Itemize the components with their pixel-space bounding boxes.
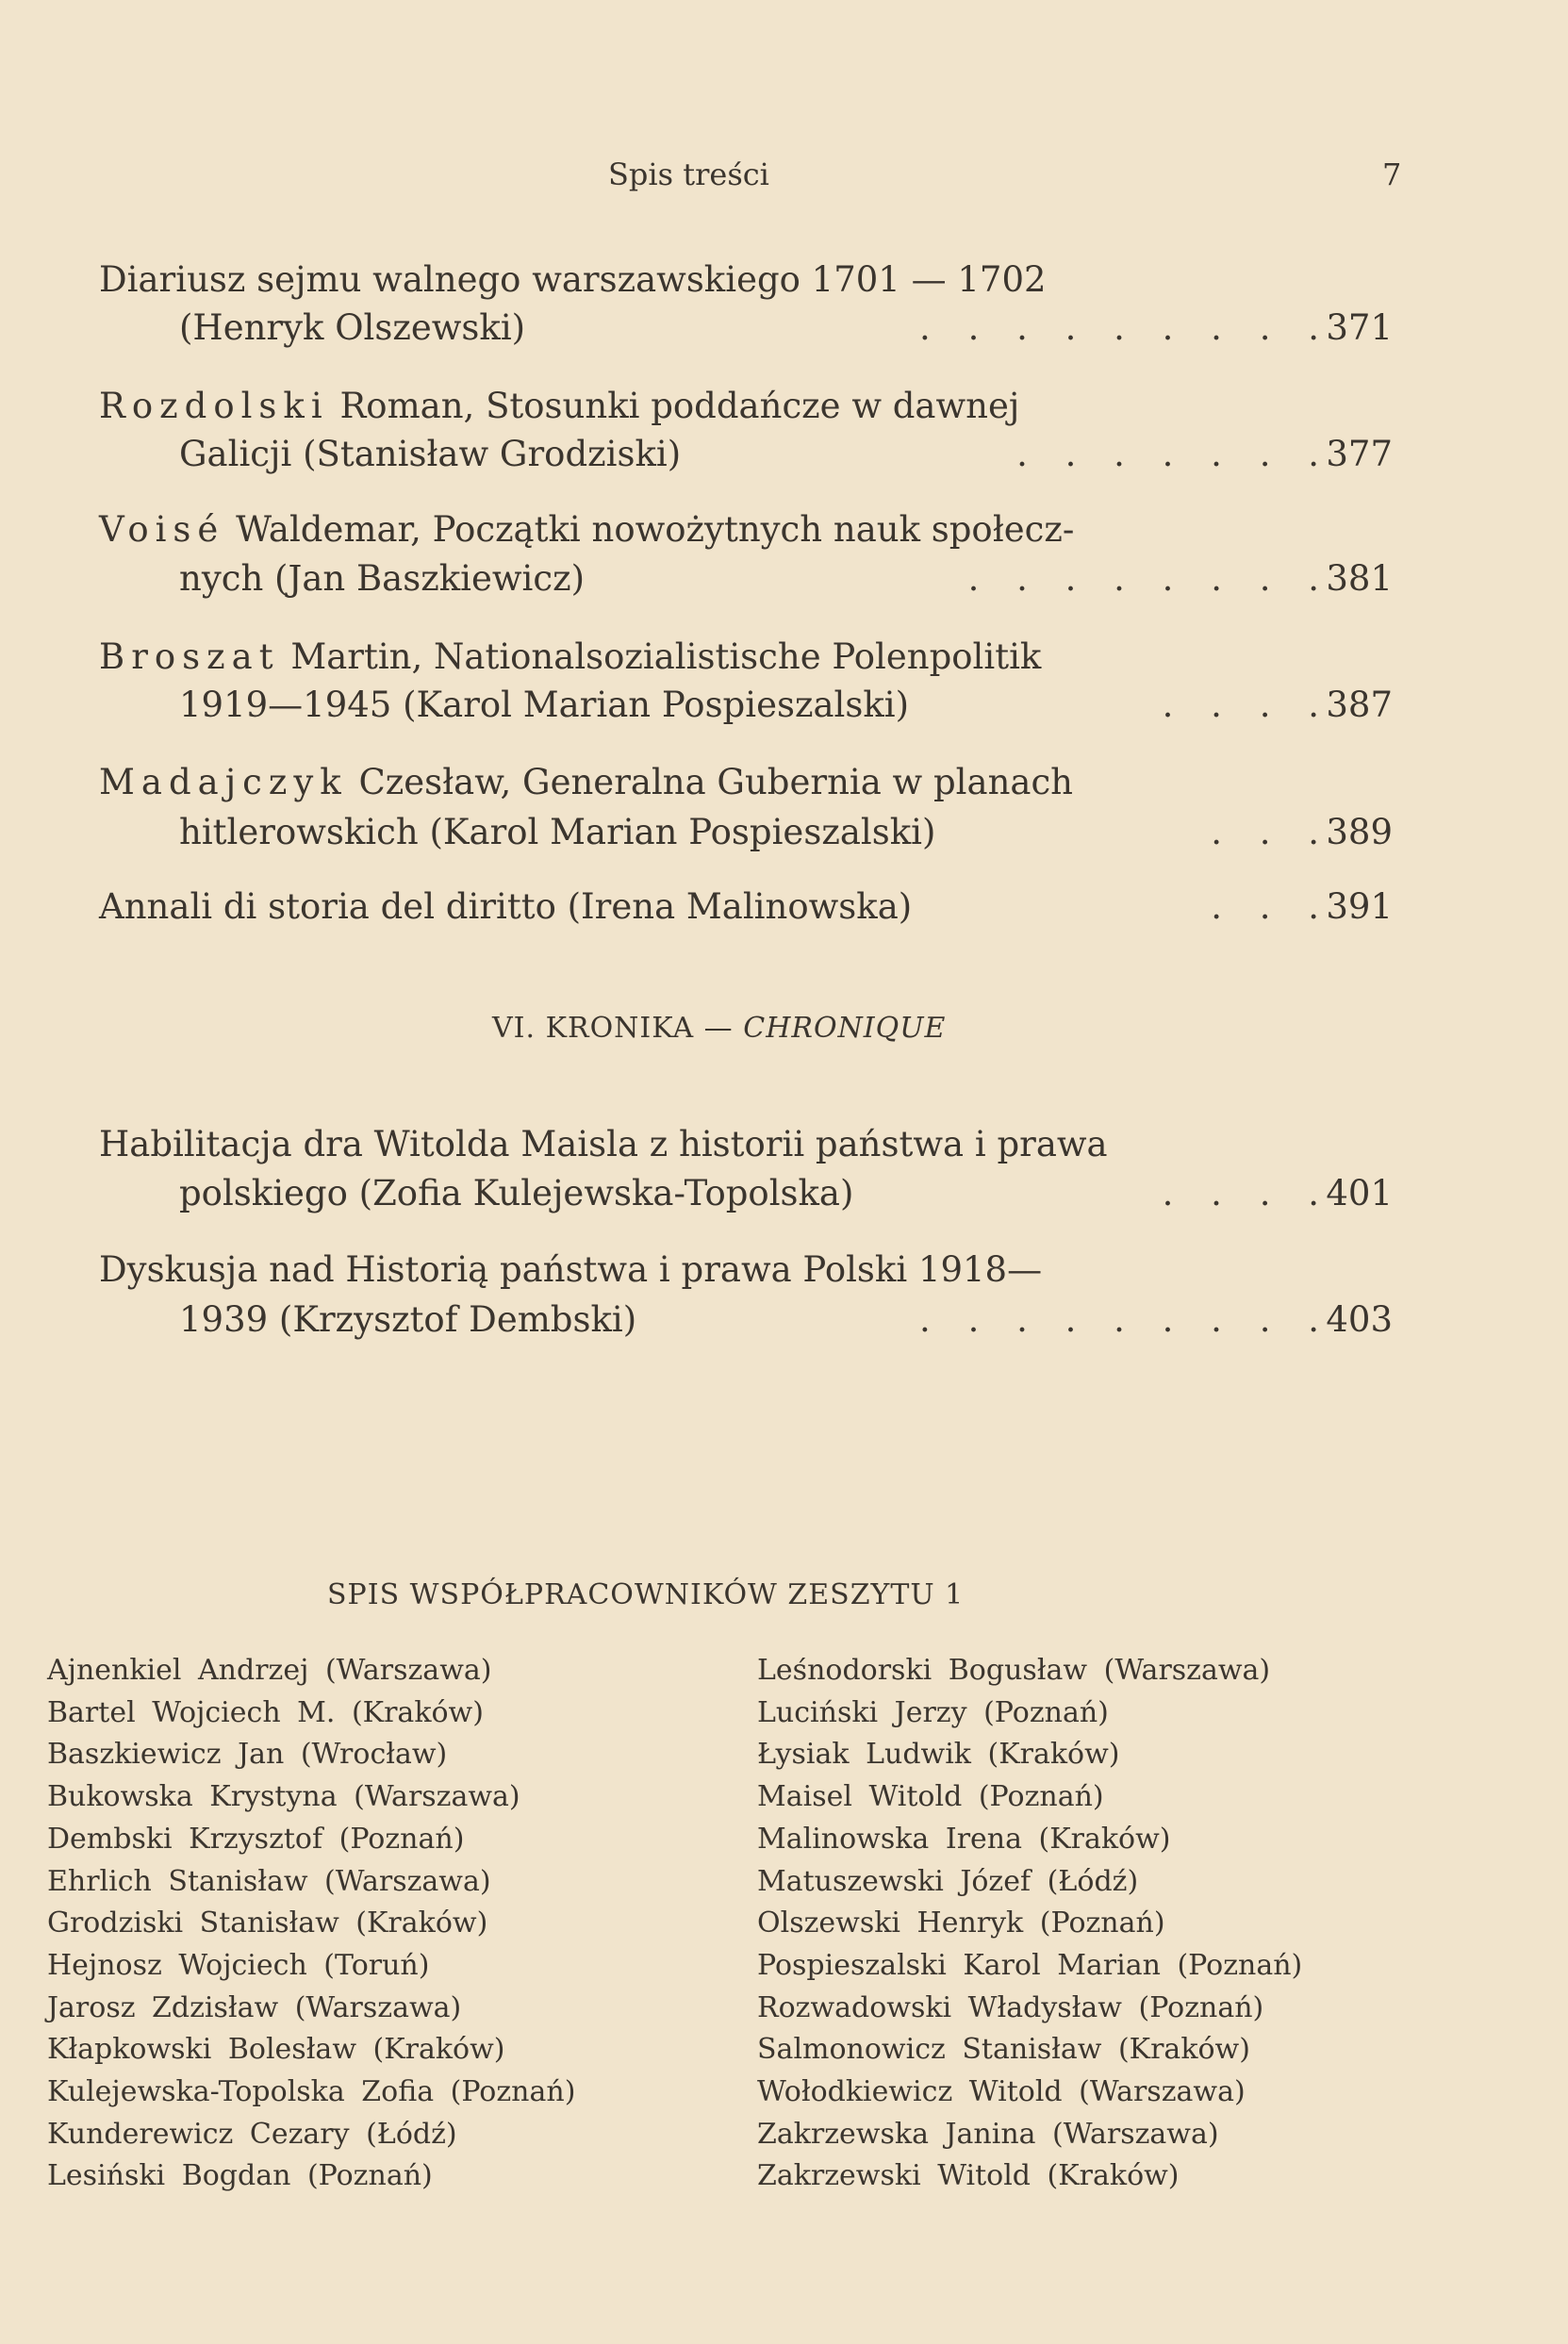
contributor-name: Łysiak Ludwik (Kraków) (757, 1738, 1120, 1772)
toc-page-number: 401 (1326, 1173, 1393, 1213)
contributor-name: Leśnodorski Bogusław (Warszawa) (757, 1654, 1271, 1687)
contributor-name: Wołodkiewicz Witold (Warszawa) (757, 2075, 1246, 2108)
contributor-name: Kulejewska-Topolska Zofia (Poznań) (47, 2075, 576, 2108)
contributor-name: Maisel Witold (Poznań) (757, 1780, 1104, 1814)
chronicle-entry-line1: Habilitacja dra Witolda Maisla z historii państwa i prawa (99, 1124, 1108, 1164)
toc-author-surname: Madajczyk (99, 762, 348, 802)
toc-leader-dots: . . . . (1162, 685, 1332, 725)
contributor-name: Ehrlich Stanisław (Warszawa) (47, 1864, 491, 1898)
chronicle-entry-line2: polskiego (Zofia Kulejewska-Topolska) (179, 1173, 854, 1213)
toc-author-surname: Rozdolski (99, 386, 329, 426)
toc-page-number: 403 (1326, 1299, 1393, 1340)
toc-page-number: 391 (1326, 886, 1393, 927)
contributors-title: SPIS WSPÓŁPRACOWNIKÓW ZESZYTU 1 (327, 1578, 965, 1611)
toc-entry-line1 (99, 509, 1074, 550)
toc-author-surname: Broszat (99, 636, 280, 677)
contributor-name: Salmonowicz Stanisław (Kraków) (757, 2033, 1250, 2067)
contributor-name: Hejnosz Wojciech (Toruń) (47, 1948, 430, 1982)
contributor-name: Bukowska Krystyna (Warszawa) (47, 1780, 520, 1814)
toc-entry-line1 (99, 259, 1047, 300)
toc-page-number: 381 (1326, 558, 1393, 599)
contributor-name: Rozwadowski Władysław (Poznań) (757, 1990, 1264, 2024)
toc-leader-dots: . . . . . . . . . (919, 307, 1332, 348)
toc-entry-line1 (99, 386, 1019, 426)
section-heading-polish: VI. KRONIKA — (492, 1012, 734, 1045)
toc-page-number: 371 (1326, 307, 1393, 348)
toc-entry-text: Waldemar, Początki nowożytnych nauk społecz- (236, 509, 1075, 550)
contributor-name: Grodziski Stanisław (Kraków) (47, 1907, 488, 1940)
contributor-name: Malinowska Irena (Kraków) (757, 1822, 1171, 1856)
toc-page-number: 387 (1326, 685, 1393, 725)
contributor-name: Pospieszalski Karol Marian (Poznań) (757, 1948, 1303, 1982)
toc-leader-dots: . . . . . . . (1016, 434, 1332, 474)
toc-entry-text: Martin, Nationalsozialistische Polenpolitik (290, 636, 1042, 677)
contributor-name: Lesiński Bogdan (Poznań) (47, 2159, 433, 2193)
contributor-name: Dembski Krzysztof (Poznań) (47, 1822, 465, 1856)
toc-leader-dots: . . . (1211, 812, 1332, 852)
contributor-name: Bartel Wojciech M. (Kraków) (47, 1695, 484, 1729)
toc-entry-line1 (99, 886, 912, 927)
contributor-name: Baszkiewicz Jan (Wrocław) (47, 1738, 448, 1772)
toc-leader-dots: . . . . . . . . . (919, 1299, 1332, 1340)
toc-page-number: 389 (1326, 812, 1393, 852)
running-header-title: Spis treści (608, 157, 769, 192)
contributor-name: Zakrzewska Janina (Warszawa) (757, 2117, 1219, 2151)
toc-entry-line2: hitlerowskich (Karol Marian Pospieszalski) (179, 812, 936, 852)
toc-entry-line2: (Henryk Olszewski) (179, 307, 526, 348)
toc-entry-line1 (99, 636, 1041, 677)
toc-leader-dots: . . . . (1162, 1173, 1332, 1213)
contributor-name: Ajnenkiel Andrzej (Warszawa) (47, 1654, 492, 1687)
toc-entry-line1 (99, 762, 1073, 802)
chronicle-entry-line1: Dyskusja nad Historią państwa i prawa Polski 1918— (99, 1249, 1043, 1290)
contributor-name: Kunderewicz Cezary (Łódź) (47, 2117, 457, 2151)
contributor-name: Luciński Jerzy (Poznań) (757, 1695, 1109, 1729)
page-number: 7 (1382, 157, 1402, 192)
toc-entry-line2: 1919—1945 (Karol Marian Pospieszalski) (179, 685, 910, 725)
toc-entry-line2: Galicji (Stanisław Grodziski) (179, 434, 682, 474)
toc-entry-text: Diariusz sejmu walnego warszawskiego 1701 — 1702 (99, 259, 1047, 300)
section-heading-french: CHRONIQUE (743, 1012, 947, 1045)
toc-entry-text: Czesław, Generalna Gubernia w planach (358, 762, 1074, 802)
toc-leader-dots: . . . (1211, 886, 1332, 927)
contributor-name: Kłapkowski Bolesław (Kraków) (47, 2033, 505, 2067)
toc-leader-dots: . . . . . . . . (967, 558, 1332, 599)
toc-page-number: 377 (1326, 434, 1393, 474)
toc-entry-text: Roman, Stosunki poddańcze w dawnej (339, 386, 1020, 426)
section-heading-kronika (492, 1012, 946, 1045)
toc-entry-line2: nych (Jan Baszkiewicz) (179, 558, 585, 599)
toc-author-surname: Voisé (99, 509, 225, 550)
contributor-name: Jarosz Zdzisław (Warszawa) (47, 1990, 462, 2024)
toc-entry-text: Annali di storia del diritto (Irena Malinowska) (99, 886, 913, 927)
chronicle-entry-line2: 1939 (Krzysztof Dembski) (179, 1299, 637, 1340)
contributor-name: Zakrzewski Witold (Kraków) (757, 2159, 1180, 2193)
contributor-name: Olszewski Henryk (Poznań) (757, 1907, 1165, 1940)
contributor-name: Matuszewski Józef (Łódź) (757, 1864, 1139, 1898)
